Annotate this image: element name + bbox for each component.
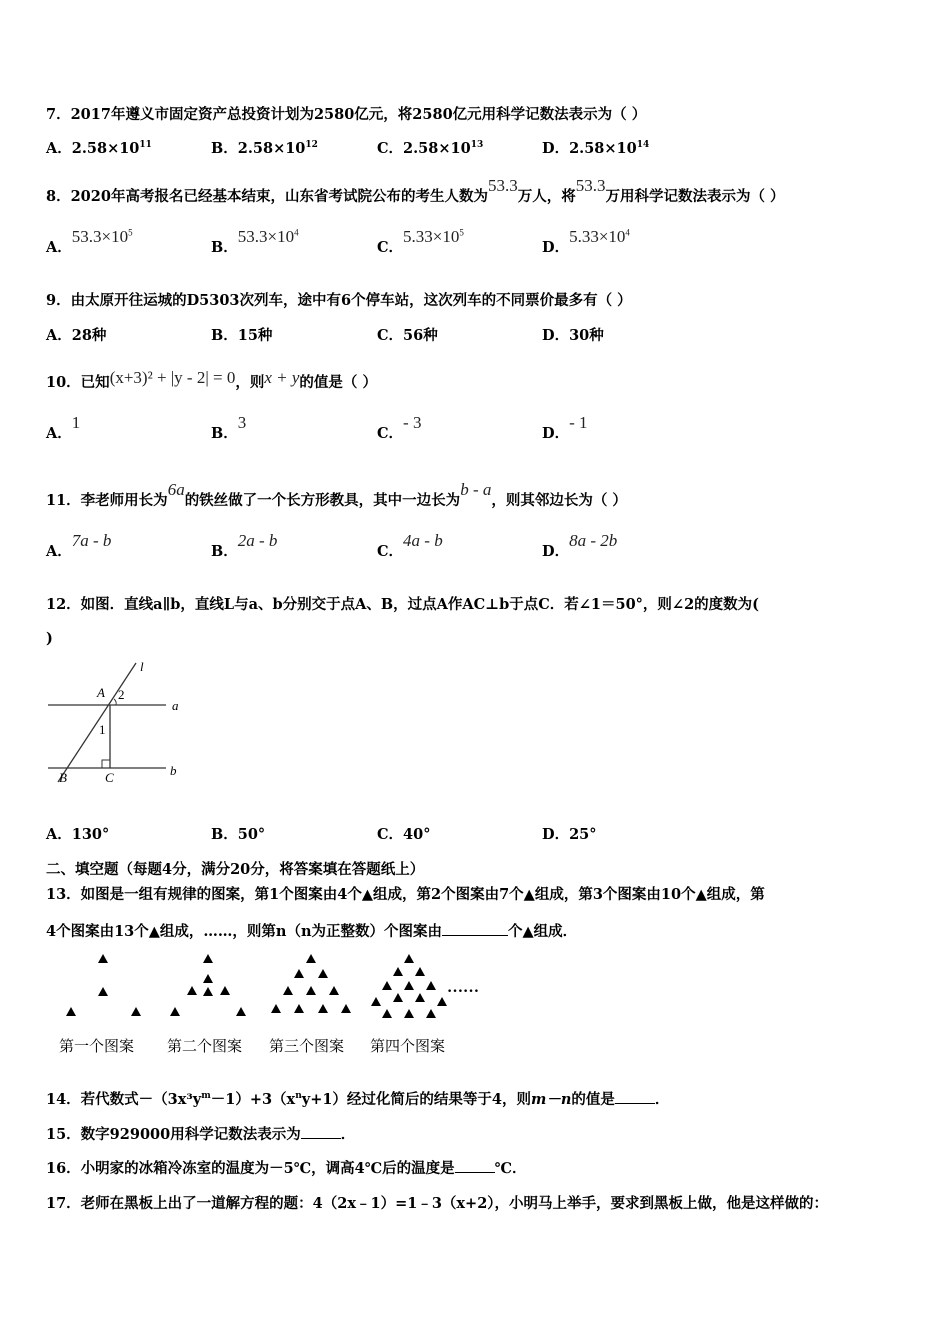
q11-option-b: B．2a - b [211,531,278,560]
label-C: C [105,770,114,785]
q11-option-d: D．8a - 2b [542,531,618,560]
question-17: 17．老师在黑板上出了一道解方程的题：4（2x﹣1）=1﹣3（x+2），小明马上举手，要求到黑板上做，他是这样做的： [46,1195,829,1212]
question-10: 10．已知(x+3)² + |y - 2| = 0，则x + y的值是（ ） [46,368,377,391]
question-16: 16．小明家的冰箱冷冻室的温度为－5℃，调高4℃后的温度是 ℃． [46,1160,527,1177]
pattern-3 [271,954,351,1013]
answer-blank [615,1091,655,1104]
question-15: 15．数字929000用科学记数法表示为 ． [46,1126,356,1143]
label-l: l [140,659,144,674]
question-7: 7．2017年遵义市固定资产总投资计划为2580亿元，将2580亿元用科学记数法表示为（ ） [46,106,647,123]
q11-option-a: A．7a - b [46,531,112,560]
caption-pattern-3: 第三个图案 [269,1037,345,1055]
math-value: 53.3 [575,176,606,195]
triangle-patterns [55,948,505,1028]
question-13-cont: 4个图案由13个▲组成，……，则第n（n为正整数）个图案由 个▲组成． [46,923,578,940]
right-angle-mark [102,760,110,768]
parallel-lines-figure [44,655,194,795]
line-l [58,663,136,782]
question-14: 14．若代数式$-(3x^3y^m-1)+3(x^ny+1)$经过化简后的结果等于4，则m－n的值是 ． [46,1091,670,1108]
label-angle-2: 2 [118,687,125,702]
label-angle-1: 1 [99,722,106,737]
question-12: 12．如图．直线a∥b，直线L与a、b分别交于点A、B，过点A作AC⊥b于点C．若∠1＝50°，则∠2的度数为( [46,596,760,613]
q9-option-d: D．30种 [542,327,604,344]
q10-option-c: C．- 3 [377,413,422,442]
label-a: a [172,698,179,713]
q9-option-b: B．15种 [211,327,273,344]
caption-pattern-2: 第二个图案 [167,1037,243,1055]
q10-option-d: D．- 1 [542,413,588,442]
question-9: 9．由太原开往运城的D5303次列车，途中有6个停车站，这次列车的不同票价最多有（ ） [46,292,632,309]
q7-option-d: D．$2.58\times 10^{14}$ [542,140,650,157]
label-A: A [97,685,105,700]
label-B: B [59,770,67,785]
q8-option-c: C．$5.33\times 10^5$ [377,227,464,256]
math-value: 53.3 [487,176,518,195]
q11-option-c: C．4a - b [377,531,443,560]
q9-option-c: C．56种 [377,327,438,344]
q12-option-b: B．50° [211,826,266,843]
question-12-cont: ) [46,630,53,647]
label-b: b [170,763,177,778]
answer-blank [442,923,508,936]
expression: x + y [264,368,300,387]
q12-option-c: C．40° [377,826,431,843]
answer-blank [455,1160,495,1173]
question-13: 13．如图是一组有规律的图案，第1个图案由4个▲组成，第2个图案由7个▲组成，第3个图案由10个▲组成，第 [46,886,765,903]
pattern-4 [371,954,447,1018]
q8-option-a: A．$53.3\times 10^5$ [46,227,133,256]
ellipsis: …… [447,979,479,996]
section-heading: 二、填空题（每题4分，满分20分，将答案填在答题纸上） [46,861,425,878]
caption-pattern-1: 第一个图案 [59,1037,135,1055]
q7-option-c: C．$2.58\times 10^{13}$ [377,140,484,157]
question-8: 8．2020年高考报名已经基本结束，山东省考试院公布的考生人数为53.3万人，将53.3万用科学记数法表示为（ ） [46,176,785,205]
caption-pattern-4: 第四个图案 [370,1037,446,1055]
pattern-1 [66,954,141,1016]
q9-option-a: A．28种 [46,327,107,344]
equation: (x+3)² + |y - 2| = 0 [109,368,236,387]
q12-option-a: A．130° [46,826,110,843]
answer-blank [301,1126,341,1139]
pattern-2 [170,954,246,1016]
q10-option-b: B．3 [211,413,247,442]
question-11: 11．李老师用长为6a的铁丝做了一个长方形教具，其中一边长为b - a，则其邻边长为（ ） [46,480,627,509]
q7-option-a: A．$2.58\times 10^{11}$ [46,140,152,157]
q12-option-d: D．25° [542,826,597,843]
q8-option-b: B．$53.3\times 10^4$ [211,227,299,256]
q7-option-b: B．$2.58\times 10^{12}$ [211,140,318,157]
q10-option-a: A．1 [46,413,81,442]
q8-option-d: D．$5.33\times 10^4$ [542,227,630,256]
